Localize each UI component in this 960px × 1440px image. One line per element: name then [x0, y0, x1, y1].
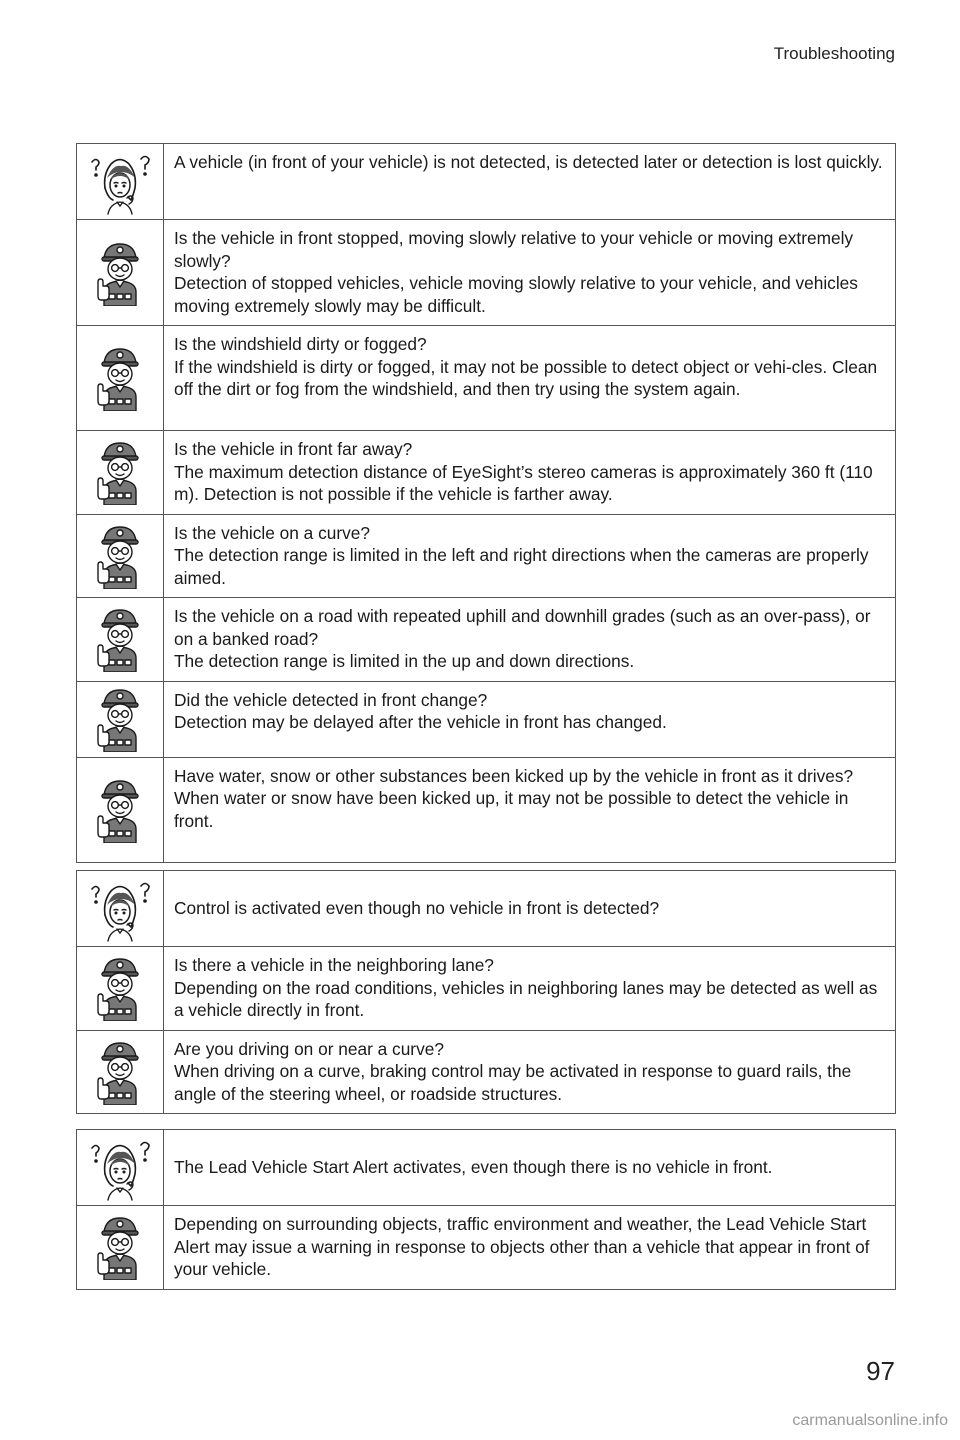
troubleshooting-table-lead-vehicle-alert: [76, 1129, 896, 1290]
troubleshooting-table-detection: [76, 143, 896, 863]
answer-row: [77, 598, 896, 682]
answer-line: The maximum detection distance of EyeSight’s stereo cameras is approximately 360 ft (110 m). Detection is not possible if the vehicle is farther away.: [174, 461, 873, 504]
answer-line: The detection range is limited in the up and down directions.: [174, 651, 635, 671]
answer-line: Are you driving on or near a curve?: [174, 1038, 444, 1059]
section-header: Troubleshooting: [773, 44, 895, 63]
answer-line: When water or snow have been kicked up, it may not be possible to detect the vehicle in front.: [174, 788, 849, 831]
answer-row: [77, 514, 896, 598]
answer-row: [77, 947, 896, 1031]
answer-text: [164, 598, 896, 682]
question-icon-cell: [77, 1130, 164, 1206]
mechanic-pointing-icon: [93, 523, 147, 589]
mechanic-pointing-icon: [93, 240, 147, 306]
answer-line: Have water, snow or other substances been kicked up by the vehicle in front as it drives?: [174, 765, 854, 786]
answer-text: [164, 757, 896, 862]
watermark-text: carmanualsonline.info: [792, 1412, 948, 1429]
confused-woman-icon: [83, 875, 157, 943]
answer-icon-cell: [77, 326, 164, 431]
answer-text: [164, 1206, 896, 1290]
mechanic-pointing-icon: [93, 686, 147, 752]
answer-icon-cell: [77, 431, 164, 515]
answer-row: [77, 326, 896, 431]
answer-line: Depending on surrounding objects, traffic environment and weather, the Lead Vehicle Start Alert may issue a warning in response to objects other than a vehicle that appear in front of your vehicle.: [174, 1214, 870, 1279]
answer-icon-cell: [77, 757, 164, 862]
answer-icon-cell: [77, 1206, 164, 1290]
question-row: [77, 871, 896, 947]
question-text: A vehicle (in front of your vehicle) is not detected, is detected later or detection is lost quickly.: [164, 144, 896, 220]
answer-row: [77, 1030, 896, 1114]
answer-line: Is the vehicle in front far away?: [174, 439, 413, 459]
answer-icon-cell: [77, 598, 164, 682]
answer-icon-cell: [77, 514, 164, 598]
answer-text: [164, 431, 896, 515]
answer-text: [164, 1030, 896, 1114]
answer-line: Is the windshield dirty or fogged?: [174, 334, 427, 354]
mechanic-pointing-icon: [93, 777, 147, 843]
answer-line: Detection may be delayed after the vehicle in front has changed.: [174, 712, 667, 732]
confused-woman-icon: [83, 1134, 157, 1202]
mechanic-pointing-icon: [93, 1039, 147, 1105]
mechanic-pointing-icon: [93, 606, 147, 672]
answer-line: Detection of stopped vehicles, vehicle moving slowly relative to your vehicle, and vehicles moving extremely slowly may be difficult.: [174, 273, 858, 316]
answer-icon-cell: [77, 947, 164, 1031]
answer-icon-cell: [77, 681, 164, 757]
answer-row: [77, 757, 896, 862]
answer-line: Is the vehicle in front stopped, moving slowly relative to your vehicle or moving extremely slowly?: [174, 228, 854, 271]
answer-row: [77, 1206, 896, 1290]
question-text: Control is activated even though no vehicle in front is detected?: [164, 871, 896, 947]
answer-icon-cell: [77, 220, 164, 326]
question-row: [77, 144, 896, 220]
mechanic-pointing-icon: [93, 955, 147, 1021]
mechanic-pointing-icon: [93, 345, 147, 411]
answer-line: The detection range is limited in the left and right directions when the cameras are properly aimed.: [174, 545, 869, 588]
answer-text: [164, 220, 896, 326]
question-icon-cell: [77, 871, 164, 947]
troubleshooting-table-control: [76, 870, 896, 1114]
answer-line: Depending on the road conditions, vehicles in neighboring lanes may be detected as well as a vehicle directly in front.: [174, 977, 878, 1020]
answer-line: Did the vehicle detected in front change?: [174, 689, 488, 710]
question-icon-cell: [77, 144, 164, 220]
answer-text: [164, 947, 896, 1031]
answer-line: Is there a vehicle in the neighboring lane?: [174, 955, 494, 975]
page-number: 97: [866, 1356, 895, 1386]
answer-line: Is the vehicle on a curve?: [174, 522, 370, 543]
answer-row: [77, 681, 896, 757]
answer-line: When driving on a curve, braking control may be activated in response to guard rails, the angle of the steering wheel, or roadside structures.: [174, 1061, 852, 1104]
answer-row: [77, 431, 896, 515]
mechanic-pointing-icon: [93, 1214, 147, 1280]
answer-line: Is the vehicle on a road with repeated uphill and downhill grades (such as an over-pass), or on a banked road?: [174, 606, 871, 649]
answer-text: [164, 681, 896, 757]
answer-icon-cell: [77, 1030, 164, 1114]
confused-woman-icon: [83, 148, 157, 216]
answer-text: [164, 326, 896, 431]
answer-text: [164, 514, 896, 598]
question-row: [77, 1130, 896, 1206]
answer-row: [77, 220, 896, 326]
mechanic-pointing-icon: [93, 439, 147, 505]
answer-line: If the windshield is dirty or fogged, it may not be possible to detect object or vehi-cles. Clean off the dirt or fog from the windshield, and then try using the system again.: [174, 356, 878, 399]
question-text: The Lead Vehicle Start Alert activates, even though there is no vehicle in front.: [164, 1130, 896, 1206]
